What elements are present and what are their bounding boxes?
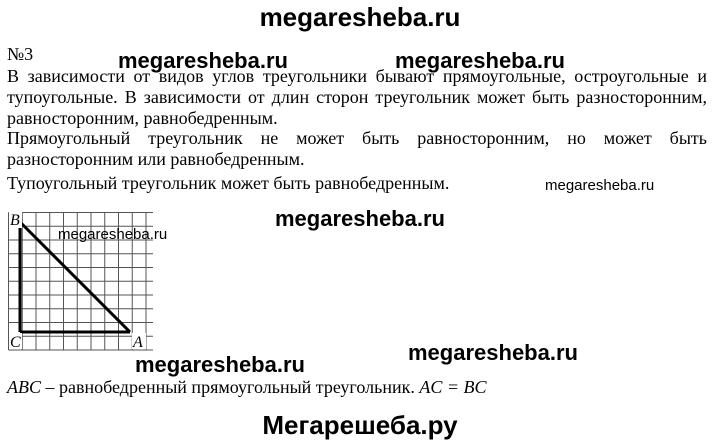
watermark: megaresheba.ru [135,352,305,377]
paragraph-right-triangle [7,128,707,170]
figure-caption [7,377,486,398]
caption-text: – равнобедренный прямоугольный треугольник. [41,377,420,397]
text-line: разносторонним или равнобедренным. [7,149,305,169]
vertex-a-label: A [133,334,143,351]
site-watermark-footer: Мегарешеба.ру [262,410,458,440]
caption-equation: AC = BC [419,377,487,397]
watermark: megaresheba.ru [275,206,445,231]
watermark-small: megaresheba.ru [58,226,168,243]
paragraph-angle-types [7,66,707,129]
vertex-b-label: B [10,212,20,229]
task-number: №3 [7,44,34,64]
vertex-c-label: C [10,334,21,351]
watermark-small: megaresheba.ru [545,177,655,194]
triangle-name: ABC [7,377,41,397]
watermark: megaresheba.ru [118,48,288,73]
text-line: Тупоугольный треугольник может быть равнобедренным. [7,173,450,193]
watermark: megaresheba.ru [395,48,565,73]
text-line: Прямоугольный треугольник не может быть равносторонним, но может быть [7,128,707,148]
watermark: megaresheba.ru [408,340,578,365]
text-line: В зависимости от видов углов треугольники бывают прямоугольные, остроугольные и [7,66,707,86]
site-watermark-header: megaresheba.ru [259,2,461,32]
text-line: тупоугольные. В зависимости от длин сторон треугольник может быть разносторонним, [7,87,707,107]
text-line: равносторонним, равнобедренным. [7,108,278,128]
